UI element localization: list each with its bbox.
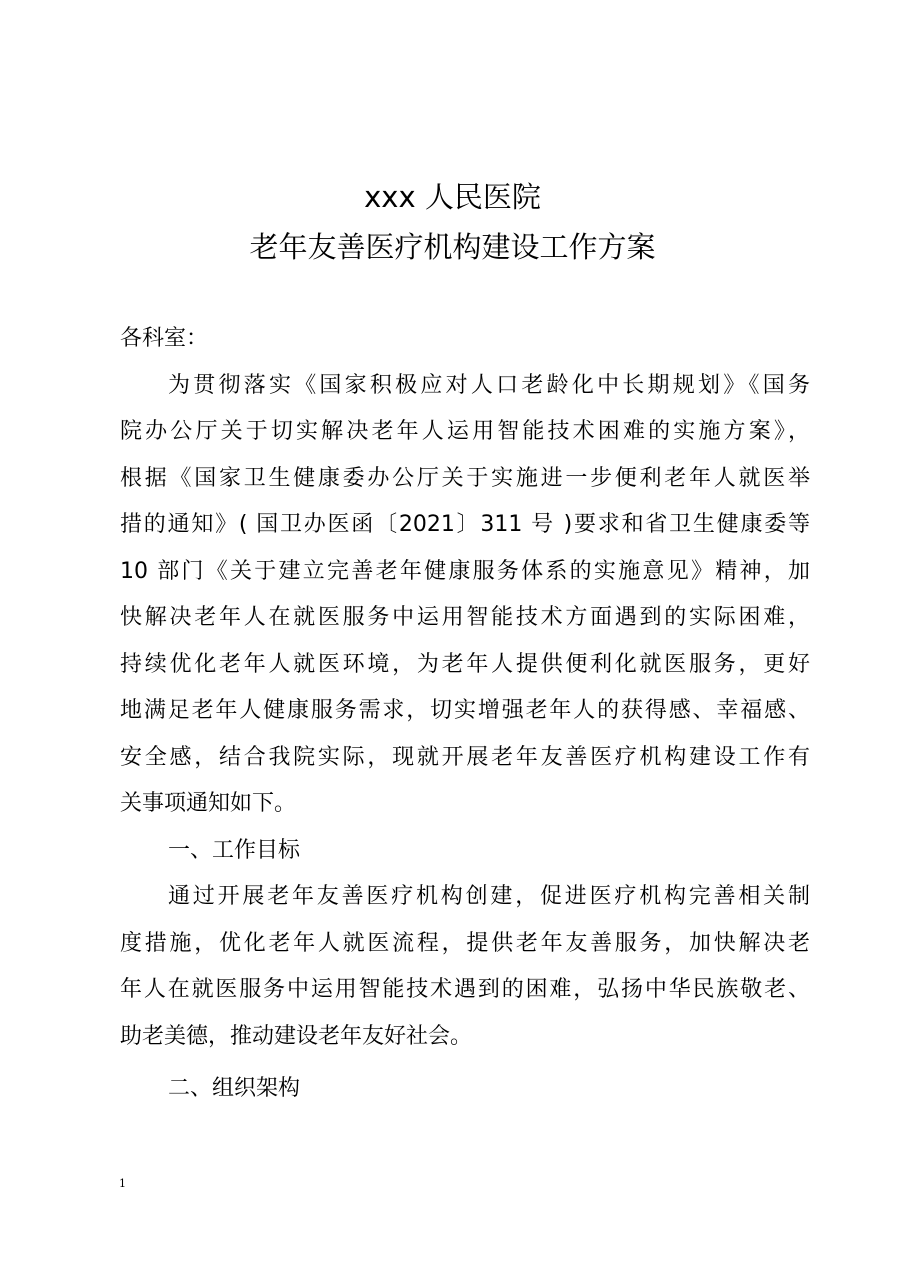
paragraph-line: 为贯彻落实《国家积极应对人口老龄化中长期规划》《国务 <box>168 372 810 398</box>
paragraph-line: 安全感，结合我院实际，现就开展老年友善医疗机构建设工作有 <box>120 744 810 770</box>
page-number: 1 <box>119 1177 126 1190</box>
greeting: 各科室： <box>120 326 209 351</box>
section-heading-organization: 二、组织架构 <box>168 1076 301 1101</box>
paragraph-line: 地满足老年人健康服务需求，切实增强老年人的获得感、幸福感、 <box>120 698 810 723</box>
paragraph-line: 助老美德，推动建设老年友好社会。 <box>120 1023 473 1049</box>
section-heading-work-goals: 一、工作目标 <box>168 837 301 863</box>
paragraph-line: 年人在就医服务中运用智能技术遇到的困难，弘扬中华民族敬老、 <box>120 977 810 1002</box>
paragraph-line: 通过开展老年友善医疗机构创建，促进医疗机构完善相关制 <box>168 884 810 909</box>
paragraph-line: 度措施，优化老年人就医流程，提供老年友善服务，加快解决老 <box>120 930 810 956</box>
title-plan-name: 老年友善医疗机构建设工作方案 <box>249 230 656 264</box>
paragraph-line: 快解决老年人在就医服务中运用智能技术方面遇到的实际困难， <box>120 605 810 630</box>
title-hospital-name: xxx 人民医院 <box>364 180 541 214</box>
intro-paragraph <box>120 363 810 828</box>
paragraph-line: 院办公厅关于切实解决老年人运用智能技术困难的实施方案》， <box>120 419 810 444</box>
work-goals-paragraph <box>120 874 810 1060</box>
document-body <box>120 316 810 1113</box>
paragraph-line: 关事项通知如下。 <box>120 791 297 816</box>
paragraph-line: 根据《国家卫生健康委办公厅关于实施进一步便利老年人就医举 <box>120 465 810 491</box>
paragraph-line: 10 部门《关于建立完善老年健康服务体系的实施意见》精神，加 <box>120 558 810 584</box>
paragraph-line: 措的通知》( 国卫办医函〔2021〕311 号 )要求和省卫生健康委等 <box>120 512 810 537</box>
paragraph-line: 持续优化老年人就医环境，为老年人提供便利化就医服务，更好 <box>120 651 810 677</box>
document-title <box>0 172 905 272</box>
